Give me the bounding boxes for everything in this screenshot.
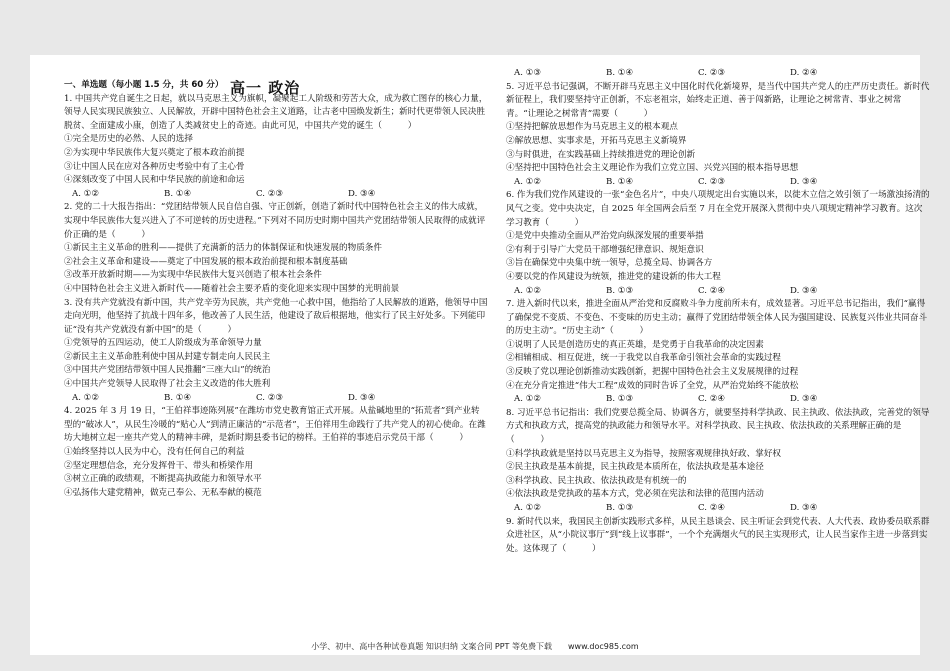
- statement-item: ③改革开放新时期——为实现中华民族伟大复兴创造了根本社会条件: [64, 270, 322, 281]
- question-block: [506, 67, 930, 81]
- question-stem: 7. 进入新时代以来，推进全面从严治党和反腐败斗争力度前所未有，成效显著。习近平总书记指出，我们“赢得了确保党不变质、不变色、不变味的历史主动；赢得了党团结带领全体人民为强国建设、民族复兴伟业共同奋斗的历史主动”。“历史主动”（ ）: [506, 299, 928, 337]
- question-stem: 8. 习近平总书记指出：我们党要总揽全局、协调各方，就要坚持科学执政、民主执政、依法执政，完善党的领导方式和执政方式，提高党的执政能力和领导水平。对科学执政、民主执政、依法执政的关系理解正确的是（ ）: [506, 407, 930, 446]
- question-block: [64, 405, 488, 500]
- answer-option[interactable]: B. ①③: [606, 503, 634, 513]
- statement-item: ①科学执政就是坚持以马克思主义为指导，按照客观规律执好政、掌好权: [506, 448, 782, 459]
- question-block: [506, 81, 930, 190]
- left-column: [64, 79, 488, 500]
- answer-option[interactable]: A. ①②: [514, 394, 542, 405]
- answer-option[interactable]: D. ②④: [790, 68, 818, 78]
- answer-options: [72, 188, 488, 202]
- answer-option[interactable]: B. ①④: [164, 188, 192, 199]
- statement-item: ③让中国人民在应对各种历史考验中有了主心骨: [64, 161, 245, 172]
- statement-item: ③科学执政、民主执政、依法执政是有机统一的: [506, 475, 687, 486]
- statement-item: ②坚定理想信念，充分发挥骨干、带头和桥梁作用: [64, 460, 254, 471]
- question-block: [64, 201, 488, 296]
- answer-options: [72, 392, 488, 406]
- statement-item: ①新民主主义革命的胜利——提供了充满新的活力的体制保证和快速发展的物质条件: [64, 243, 382, 254]
- answer-option[interactable]: C. ②③: [698, 68, 726, 78]
- answer-option[interactable]: A. ①②: [514, 285, 542, 296]
- statement-item: ②民主执政是基本前提，民主执政是本质所在，依法执政是基本途径: [506, 462, 764, 473]
- answer-option[interactable]: D. ③④: [790, 176, 818, 187]
- question-block: [506, 407, 930, 516]
- statement-item: ③旨在确保党中央集中统一领导，总揽全局、协调各方: [506, 258, 713, 269]
- question-stem: 9. 新时代以来，我国民主创新实践形式多样，从民主恳谈会、民主听证会到党代表、人大代表、政协委员联系群众进社区，从“小院议事厅”到“线上议事群”，一个个充满烟火气的民主实现形式，让人民当家作主进一步落到实处。这体现了（ ）: [506, 516, 930, 554]
- answer-option[interactable]: A. ①③: [514, 68, 542, 78]
- question-block: [506, 516, 930, 557]
- question-stem: 3. 没有共产党就没有新中国，共产党辛劳为民族，共产党他一心救中国，他指给了人民解放的道路，他领导中国走向光明，他坚持了抗战十四年多，他改善了人民生活，他建设了敌后根据地，他实行了民主好处多。下列能印证“没有共产党就没有新中国”的是（ ）: [64, 297, 488, 335]
- statement-item: ③反映了党以理论创新推动实践创新，把握中国特色社会主义发展规律的过程: [506, 367, 799, 378]
- statement-item: ④在充分肯定推进“伟大工程”成效的同时告诉了全党，从严治党始终不能放松: [506, 380, 799, 391]
- statement-item: ①是党中央推动全面从严治党向纵深发展的重要举措: [506, 231, 704, 242]
- answer-option[interactable]: D. ③④: [790, 394, 818, 405]
- statement-item: ②新民主主义革命胜利使中国从封建专制走向人民民主: [64, 351, 271, 362]
- statement-item: ④深刻改变了中国人民和中华民族的前途和命运: [64, 175, 245, 186]
- statement-item: ②为实现中华民族伟大复兴奠定了根本政治前提: [64, 147, 245, 158]
- answer-option[interactable]: A. ①②: [514, 176, 542, 187]
- answer-option[interactable]: B. ①④: [606, 176, 634, 187]
- statement-item: ①始终坚持以人民为中心，没有任何自己的利益: [64, 447, 245, 458]
- answer-option[interactable]: B. ①③: [606, 394, 634, 405]
- answer-option[interactable]: B. ①③: [606, 285, 634, 296]
- page-footer: 小学、初中、高中各种试卷真题 知识归纳 文案合同 PPT 等免费下载 www.doc985.com: [311, 642, 639, 651]
- question-stem: 2. 党的二十大报告指出：“党团结带领人民自信自强、守正创新，创造了新时代中国特色社会主义的伟大成就，实现中华民族伟大复兴进入了不可逆转的历史进程。”下列对不同历史时期中国共产党团结带领人民取得的成就评价正确的是（ ）: [64, 202, 486, 240]
- statement-item: ③与时俱进，在实践基础上持续推进党的理论创新: [506, 149, 696, 160]
- statement-item: ④依法执政是党执政的基本方式，党必须在宪法和法律的范围内活动: [506, 489, 764, 500]
- answer-option[interactable]: B. ①④: [606, 68, 634, 78]
- answer-option[interactable]: C. ②③: [698, 176, 726, 187]
- answer-option[interactable]: A. ①②: [72, 392, 100, 403]
- answer-options: [514, 67, 930, 81]
- answer-option[interactable]: A. ①②: [514, 503, 542, 513]
- answer-option[interactable]: B. ①④: [164, 392, 192, 403]
- statement-item: ①党领导的五四运动，使工人阶级成为革命领导力量: [64, 338, 262, 349]
- question-block: [506, 189, 930, 298]
- page-title: 高一 政治: [230, 79, 301, 97]
- question-stem: 5. 习近平总书记强调，不断开辟马克思主义中国化时代化新境界，是当代中国共产党人的庄严历史责任。新时代新征程上，我们要坚持守正创新，不忘老祖宗，始终走正道、善于闯新路，让理论之树常青、事业之树常青。“让理论之树常青”需要（ ）: [506, 81, 930, 119]
- question-stem: 4. 2025 年 3 月 19 日，“王伯祥事迹陈列展”在潍坊市党史教育馆正式开展。从盐碱地里的“拓荒者”到产业转型的“破冰人”，从民生冷暖的“贴心人”到清正廉洁的“示范者”，王伯祥用生命践行了共产党人的初心使命。在潍坊大地树立起一座共产党人的精神丰碑，是新时期县委书记的榜样。王伯祥的事迹启示党员干部（ ）: [64, 406, 486, 444]
- answer-options: [514, 393, 930, 407]
- question-stem: 6. 作为我们党作风建设的一张“金色名片”，中央八项规定出台实施以来，以徙木立信之效引领了一场激浊扬清的风气之变。党中央决定，自 2025 年全国两会后至 7 月在全党开展深入贯彻中央八项规定精神学习教育。这次学习教育（ ）: [506, 190, 930, 228]
- answer-option[interactable]: C. ②③: [256, 392, 284, 403]
- question-block: [506, 298, 930, 407]
- answer-option[interactable]: C. ②④: [698, 285, 726, 296]
- answer-option[interactable]: C. ②④: [698, 503, 726, 513]
- statement-item: ①说明了人民是创造历史的真正英雄，是党勇于自我革命的决定因素: [506, 339, 764, 350]
- statement-item: ④弘扬伟大建党精神，做克己奉公、无私奉献的模范: [64, 487, 262, 498]
- question-stem: 1. 中国共产党自诞生之日起，就以马克思主义为旗帜，凝聚起工人阶级和劳苦大众，成为救亡图存的核心力量，领导人民实现民族独立、人民解放，开辟中国特色社会主义道路，让古老中国焕发新生；新时代更带领人民决胜脱贫、全面建成小康，创造了人类减贫史上的奇迹。由此可见，中国共产党的诞生（ ）: [64, 93, 488, 131]
- question-block: [64, 297, 488, 406]
- statement-item: ④坚持把中国特色社会主义理论作为我们立党立国、兴党兴国的根本指导思想: [506, 163, 799, 174]
- answer-option[interactable]: D. ③④: [790, 285, 818, 296]
- answer-option[interactable]: D. ③④: [790, 503, 818, 513]
- statement-item: ④中国特色社会主义进入新时代——随着社会主要矛盾的变化迎来实现中国梦的光明前景: [64, 283, 400, 294]
- answer-options: [514, 502, 930, 516]
- question-block: [64, 93, 488, 202]
- statement-item: ②有利于引导广大党员干部增强纪律意识、规矩意识: [506, 244, 704, 255]
- statement-item: ②社会主义革命和建设——奠定了中国发展的根本政治前提和根本制度基础: [64, 256, 348, 267]
- answer-option[interactable]: C. ②③: [256, 188, 284, 199]
- section-heading: 一、单选题（每小题 1.5 分，共 60 分）: [64, 80, 224, 90]
- right-column: [506, 67, 930, 556]
- exam-page: [30, 55, 930, 655]
- answer-option[interactable]: C. ②④: [698, 394, 726, 405]
- answer-option[interactable]: D. ③④: [348, 188, 376, 199]
- answer-options: [514, 176, 930, 190]
- answer-option[interactable]: D. ③④: [348, 392, 376, 403]
- statement-item: ②解放思想、实事求是，开拓马克思主义新境界: [506, 135, 687, 146]
- statement-item: ③中国共产党团结带领中国人民推翻“三座大山”的统治: [64, 365, 271, 376]
- statement-item: ④要以党的作风建设为统领，推进党的建设新的伟大工程: [506, 271, 721, 282]
- statement-item: ④中国共产党领导人民取得了社会主义改造的伟大胜利: [64, 379, 271, 390]
- statement-item: ①完全是历史的必然、人民的选择: [64, 134, 193, 145]
- answer-options: [514, 285, 930, 299]
- answer-option[interactable]: A. ①②: [72, 188, 100, 199]
- statement-item: ③树立正确的政绩观，不断提高执政能力和领导水平: [64, 474, 262, 485]
- statement-item: ②相辅相成、相互促进，统一于我党以自我革命引领社会革命的实践过程: [506, 353, 782, 364]
- statement-item: ①坚持把解放思想作为马克思主义的根本观点: [506, 122, 678, 133]
